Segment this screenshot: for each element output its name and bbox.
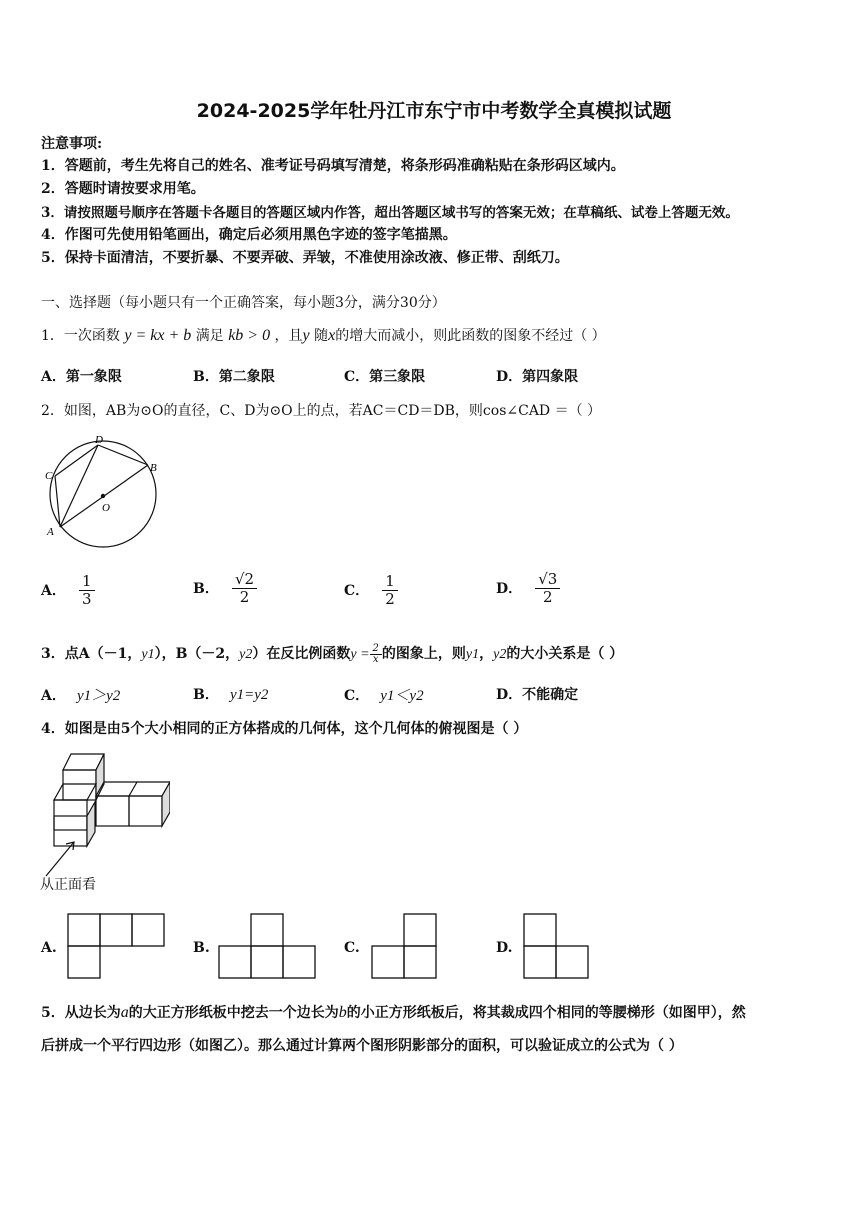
q4-option-a: A. [41, 940, 57, 956]
q3-option-c-letter: C． [344, 688, 370, 704]
q3-y2-again: y2 [493, 647, 507, 662]
q5-a: a [120, 1004, 129, 1021]
q3-y1: y1 [141, 647, 155, 662]
q1-x: x [328, 327, 336, 344]
notice-heading: 注意事项: [41, 136, 103, 152]
q4-option-b: B. [193, 940, 210, 956]
fraction-denominator: 2 [543, 588, 553, 606]
fraction-denominator: 2 [385, 590, 395, 608]
q4-option-a-figure [66, 912, 166, 980]
q2-option-a-fraction [79, 573, 95, 608]
q3-pre: 3．点A（－1， [41, 646, 142, 662]
notice-item-4: 4．作图可先使用铅笔画出，确定后必须用黑色字迹的签字笔描黑。 [41, 227, 457, 243]
q2-option-a [41, 573, 95, 608]
q2-option-b-letter: B． [193, 581, 219, 597]
q3-option-a-letter: A． [41, 688, 66, 704]
notice-item-3: 3．请按照题号顺序在答题卡各题目的答题区域内作答，超出答题区域书写的答案无效；在草稿纸、试卷上答题无效。 [41, 205, 739, 221]
label-a: A [47, 526, 54, 538]
circle-diagram [44, 432, 164, 554]
q3-mid1: ），B（－2， [154, 646, 240, 662]
q1-mid1: 满足 [195, 328, 224, 344]
q1-option-d: D．第四象限 [496, 369, 579, 385]
q2-option-c-letter: C． [344, 583, 370, 599]
q4-option-c: C. [344, 940, 360, 956]
q3-option-a [41, 684, 120, 705]
q1-formula: y = kx + b [124, 327, 192, 344]
q3-func-fraction [370, 644, 382, 665]
fraction-numerator: √2 [232, 571, 257, 589]
question-1 [41, 325, 606, 345]
label-b: B [150, 462, 157, 474]
q1-post: 的增大而减小，则此函数的图象不经过（ ） [335, 328, 606, 344]
q1-option-c: C．第三象限 [344, 369, 426, 385]
q3-mid3: 的图象上，则 [381, 646, 466, 662]
label-d: D [95, 434, 103, 446]
q2-option-b-fraction [232, 571, 257, 606]
q5-b: b [338, 1004, 347, 1021]
q2-option-d [496, 571, 560, 606]
q1-condition: kb > 0 [228, 327, 271, 344]
q2-option-d-letter: D． [496, 581, 523, 597]
q3-mid2: ）在反比例函数 [252, 646, 351, 662]
fraction-numerator: √3 [535, 571, 560, 589]
fraction-numerator: 1 [79, 573, 95, 591]
notice-item-2: 2．答题时请按要求用笔。 [41, 181, 205, 197]
fraction-denominator: x [372, 653, 379, 665]
q3-y2: y2 [239, 647, 253, 662]
q3-option-b-expr: y1=y2 [229, 687, 269, 703]
q3-option-b [193, 684, 268, 704]
q2-option-c [344, 573, 398, 608]
fraction-denominator: 3 [81, 590, 92, 608]
q3-option-d: D．不能确定 [496, 687, 579, 703]
q4-option-c-figure [370, 912, 438, 980]
q2-option-b [193, 571, 257, 606]
q3-y1-again: y1 [465, 647, 480, 662]
q4-option-b-figure [217, 912, 317, 980]
q4-option-d-figure [522, 912, 590, 980]
q3-option-c [344, 684, 424, 705]
fraction-denominator: 2 [239, 588, 250, 606]
fraction-numerator: 1 [382, 573, 398, 591]
q1-y: y [302, 327, 310, 344]
q2-option-a-letter: A． [41, 583, 66, 599]
q5-post: 的小正方形纸板后，将其裁成四个相同的等腰梯形（如图甲），然 [346, 1005, 746, 1021]
question-5-line-2: 后拼成一个平行四边形（如图乙）。那么通过计算两个图形阴影部分的面积，可以验证成立的公式为（ ） [41, 1038, 683, 1054]
q5-pre: 5．从边长为 [41, 1005, 121, 1021]
page-title: 2024-2025学年牡丹江市东宁市中考数学全真模拟试题 [196, 100, 672, 122]
q3-option-c-expr: y1＜y2 [380, 688, 424, 704]
q1-option-a: A．第一象限 [41, 369, 122, 385]
q1-mid2: ，且 [274, 328, 303, 344]
section-heading: 一、选择题（每小题只有一个正确答案，每小题3分，满分30分） [41, 295, 446, 311]
q1-mid3: 随 [314, 328, 329, 344]
q3-option-a-expr: y1＞y2 [76, 688, 121, 704]
q2-option-d-fraction [535, 571, 560, 606]
question-4: 4．如图是由5个大小相同的正方体搭成的几何体，这个几何体的俯视图是（ ） [41, 721, 528, 737]
q5-mid: 的大正方形纸板中挖去一个边长为 [128, 1005, 339, 1021]
fraction-numerator: 2 [370, 644, 382, 655]
figure-caption: 从正面看 [40, 877, 96, 893]
q2-option-c-fraction [382, 573, 398, 608]
q4-option-d: D. [496, 940, 513, 956]
question-5-line-1 [41, 1002, 746, 1022]
q3-option-b-letter: B． [193, 687, 219, 703]
question-3: 3．点A（－1，y1），B（－2，y2）在反比例函数y = $\frac{2}{x}$ 的图象上，则y1，y2的大小关系是（ ） [41, 642, 624, 665]
q1-pre: 1．一次函数 [41, 328, 120, 344]
q3-post: 的大小关系是（ ） [506, 646, 624, 662]
notice-item-5: 5．保持卡面清洁，不要折暴、不要弄破、弄皱，不准使用涂改液、修正带、刮纸刀。 [41, 250, 569, 266]
q1-option-b: B．第二象限 [193, 369, 275, 385]
question-2: 2．如图，AB为⊙O的直径，C、D为⊙O上的点，若AC＝CD＝DB，则cos∠CAD ＝（ ） [41, 403, 602, 419]
label-c: C [45, 470, 53, 482]
notice-item-1: 1．答题前，考生先将自己的姓名、准考证号码填写清楚，将条形码准确粘贴在条形码区域内。 [41, 158, 625, 174]
label-o: O [102, 502, 110, 514]
q3-func-y: y = [350, 647, 370, 662]
